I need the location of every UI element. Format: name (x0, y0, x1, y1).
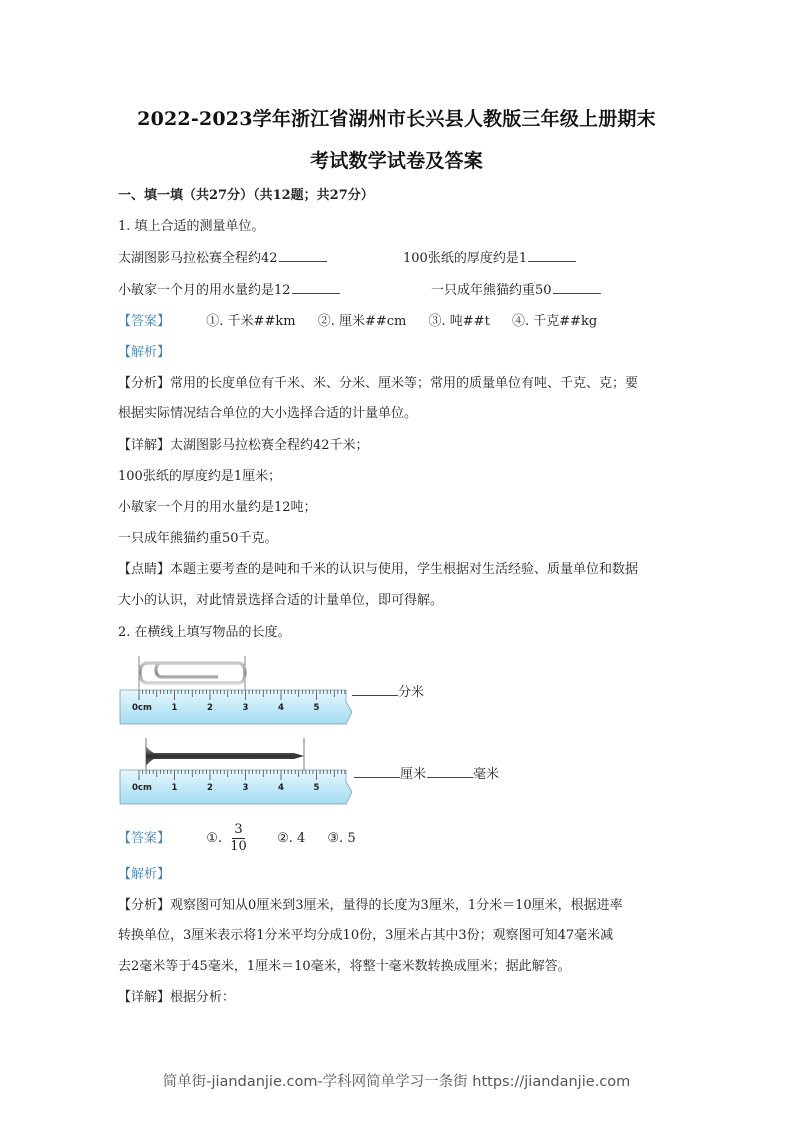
q2-fenxi-tag: 【分析】 (118, 898, 171, 913)
ruler2-unit-2: 毫米 (473, 767, 500, 782)
q2-answer-3: ③. 5 (327, 831, 356, 846)
ruler1-blank[interactable] (352, 684, 398, 696)
q1-xiangjie-text-1: 太湖图影马拉松赛全程约42千米； (170, 438, 369, 453)
q1-answer-1: ①. 千米##km (206, 314, 296, 329)
q2-answer-1-fraction (230, 822, 247, 855)
q2-answer-1-prefix: ①. (206, 831, 223, 846)
svg-text:1: 1 (171, 783, 178, 793)
q2-answer-row (118, 822, 374, 855)
page-title-line-1: 2022-2023学年浙江省湖州市长兴县人教版三年级上册期末 (137, 108, 656, 130)
svg-text:1: 1 (171, 703, 178, 713)
q2-fenxi-text-1: 观察图可知从0厘米到3厘米，量得的长度为3厘米，1分米＝10厘米，根据进率 (170, 898, 623, 913)
svg-text:3: 3 (242, 703, 249, 713)
ruler-with-paperclip-icon (118, 652, 358, 732)
q2-fenxi-line-3: 去2毫米等于45毫米，1厘米＝10毫米，将整十毫米数转换成厘米；据此解答。 (118, 959, 571, 974)
svg-text:4: 4 (278, 783, 284, 793)
q1-blank-4[interactable] (553, 282, 601, 294)
q1-answer-tag: 【答案】 (118, 314, 171, 329)
q1-fenxi-line-1 (118, 375, 638, 393)
svg-text:4: 4 (278, 703, 284, 713)
q2-fenxi-line-1 (118, 897, 623, 915)
q1-analysis-tag: 【解析】 (118, 345, 171, 360)
q1-dianjing-line-2: 大小的认识，对此情景选择合适的计量单位，即可得解。 (118, 593, 444, 608)
svg-text:0cm: 0cm (132, 703, 152, 713)
q1-fenxi-tag: 【分析】 (118, 376, 171, 391)
q1-item-1-text: 太湖图影马拉松赛全程约42 (118, 251, 278, 266)
q2-xiangjie-text-1: 根据分析： (170, 990, 236, 1005)
svg-text:2: 2 (207, 783, 213, 793)
q1-xiangjie-line-3: 小敏家一个月的用水量约是12吨； (118, 500, 317, 515)
q1-dianjing-text-1: 本题主要考查的是吨和千米的认识与使用，学生根据对生活经验、质量单位和数据 (170, 562, 639, 577)
ruler-paperclip-figure (118, 652, 358, 732)
q2-fenxi-line-2: 转换单位，3厘米表示将1分米平均分成10份，3厘米占其中3份；观察图可知47毫米减 (118, 928, 614, 943)
q2-xiangjie-tag: 【详解】 (118, 990, 171, 1005)
q1-item-4-text: 一只成年熊猫约重50 (431, 283, 552, 298)
svg-text:2: 2 (207, 703, 213, 713)
section-heading: 一、填一填（共27分）（共12题；共27分） (118, 188, 374, 203)
ruler2-blank-2[interactable] (427, 766, 473, 778)
q2-xiangjie-line-1 (118, 989, 235, 1007)
q1-answer-3: ③. 吨##t (428, 314, 490, 329)
q1-answer-4: ④. 千克##kg (511, 314, 598, 329)
q2-answer-tag: 【答案】 (118, 831, 171, 846)
page-title-line-2: 考试数学试卷及答案 (310, 150, 483, 172)
ruler2-answer (353, 763, 499, 782)
q1-item-2 (403, 250, 576, 268)
q1-answer-row (118, 313, 615, 331)
q1-xiangjie-line-1 (118, 437, 369, 455)
q1-fenxi-text-1: 常用的长度单位有千米、米、分米、厘米等；常用的质量单位有吨、千克、克；要 (170, 376, 639, 391)
ruler2-blank-1[interactable] (354, 766, 400, 778)
ruler2-unit-1: 厘米 (400, 767, 427, 782)
q2-analysis-tag: 【解析】 (118, 867, 171, 882)
q1-item-3-text: 小敏家一个月的用水量约是12 (118, 283, 291, 298)
ruler-with-nail-icon (118, 732, 358, 812)
q1-blank-1[interactable] (279, 250, 327, 262)
q1-dianjing-line-1 (118, 561, 638, 579)
svg-text:3: 3 (242, 783, 249, 793)
q2-answer-2: ②. 4 (277, 831, 306, 846)
q1-item-2-text: 100张纸的厚度约是1 (403, 251, 528, 266)
q1-prompt: 1. 填上合适的测量单位。 (118, 219, 265, 234)
q2-prompt: 2. 在横线上填写物品的长度。 (118, 625, 291, 640)
fraction-numerator: 3 (234, 822, 243, 837)
fraction-denominator: 10 (230, 839, 247, 854)
page-footer-watermark: 简单街-jiandanjie.com-学科网简单学习一条街 https://jiandanjie.com (162, 1074, 631, 1090)
q1-xiangjie-line-4: 一只成年熊猫约重50千克。 (118, 531, 278, 546)
q1-answer-2: ②. 厘米##cm (317, 314, 407, 329)
ruler1-unit: 分米 (398, 685, 425, 700)
q1-xiangjie-line-2: 100张纸的厚度约是1厘米； (118, 469, 282, 484)
q1-blank-3[interactable] (292, 282, 340, 294)
ruler-nail-figure (118, 732, 358, 812)
svg-text:5: 5 (313, 703, 320, 713)
ruler1-answer (351, 681, 424, 700)
q1-dianjing-tag: 【点睛】 (118, 562, 171, 577)
q1-item-3 (118, 282, 340, 300)
q1-item-1 (118, 250, 327, 268)
q1-xiangjie-tag: 【详解】 (118, 438, 171, 453)
q1-blank-2[interactable] (528, 250, 576, 262)
svg-text:0cm: 0cm (132, 783, 152, 793)
svg-text:5: 5 (313, 783, 320, 793)
q1-item-4 (431, 282, 601, 300)
q1-fenxi-line-2: 根据实际情况结合单位的大小选择合适的计量单位。 (118, 406, 418, 421)
